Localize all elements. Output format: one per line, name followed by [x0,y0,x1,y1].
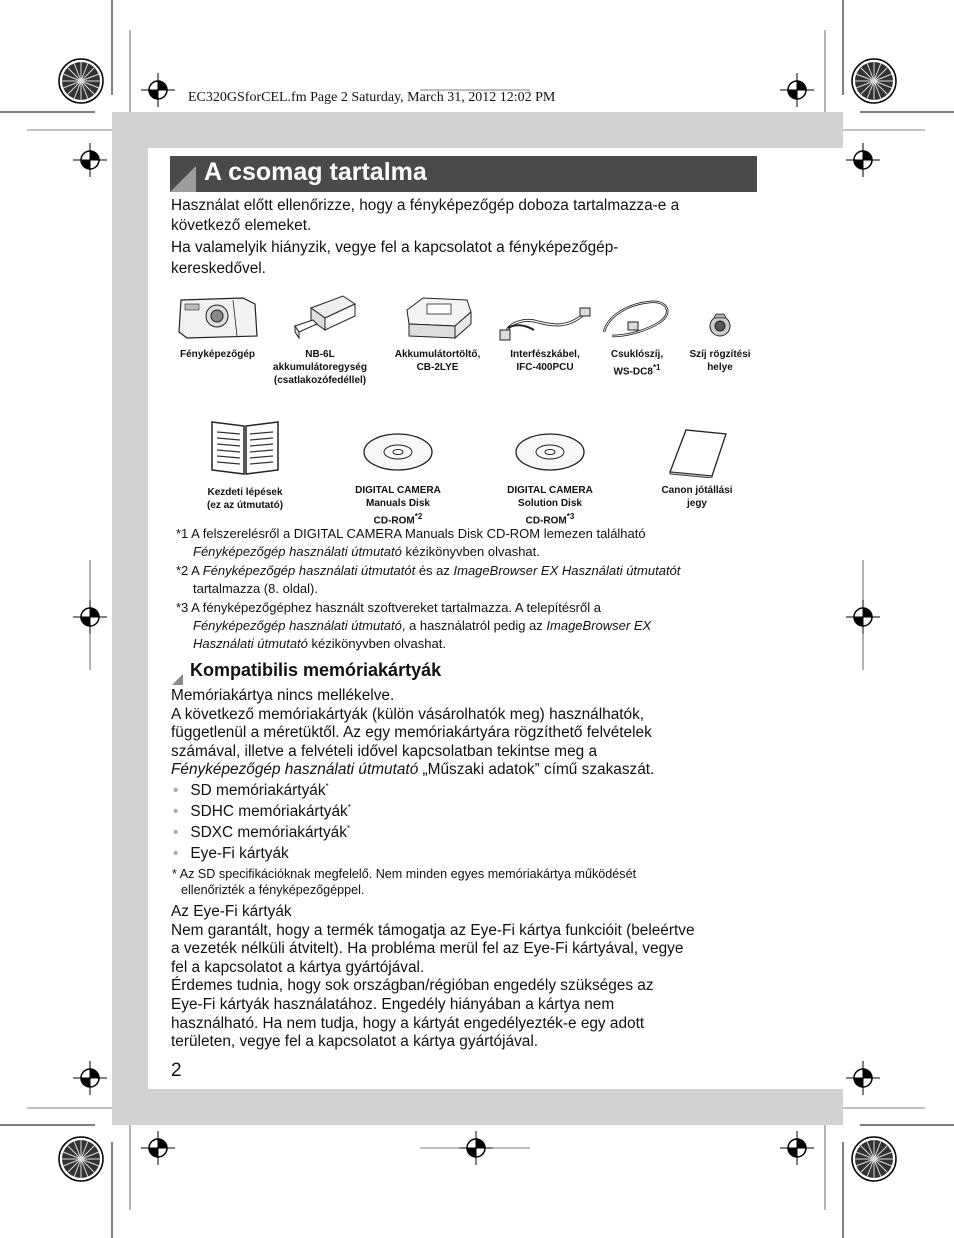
eyefi-line-4: fel a kapcsolatot a kártya gyártójával. [171,958,425,976]
footnote-3-mid: , a használatról pedig az [401,618,547,633]
footnote-2-italic-2: ImageBrowser EX Használati útmutatót [453,563,681,578]
item-getting-started-guide [190,418,300,512]
item-charger-label-2: CB-2LYE [416,362,459,373]
battery-icon [275,292,365,344]
intro-line-2: következő elemeket. [171,217,312,234]
page-number: 2 [171,1060,182,1081]
footnote-star: * [347,803,351,812]
footnote-star: * [325,782,329,791]
item-manuals-disk-label-2: Manuals Disk [366,498,430,509]
footnote-1 [176,525,756,561]
item-warranty-label-1: Canon jótállási [661,485,733,496]
footnote-2-italic-1: Fényképezőgép használati útmutatót [202,563,416,578]
item-guide-label-2: (ez az útmutató) [206,500,284,511]
warranty-booklet-icon [662,428,732,478]
body-line-1: Memóriakártya nincs mellékelve. [171,687,395,704]
list-item-text: SD memóriakártyák [190,782,326,800]
item-manuals-disk-footnote-ref: *2 [414,512,423,521]
cd-rom-icon [510,428,590,478]
eyefi-line-8: területen, vegye fel a kapcsolatot a kártya gyártójával. [171,1033,539,1051]
eyefi-section [171,903,756,1052]
footnote-2 [176,562,756,598]
footnote-3-italic-3: Használati útmutató [193,636,308,651]
item-solution-disk-footnote-ref: *3 [566,512,575,521]
item-charger-label-1: Akkumulátortöltő, [394,349,481,360]
cable-icon [498,292,593,344]
list-item: • SDHC memóriakártyák* [173,803,351,821]
camera-icon [173,292,263,344]
body-line-5-italic: Fényképezőgép használati útmutató [171,761,419,779]
body-line-5: „Műszaki adatok” című szakaszát. [418,761,655,779]
section-body [171,687,756,780]
charger-icon [393,292,483,344]
item-manuals-disk-label-3: CD-ROM [373,515,415,527]
item-solution-disk-label-2: Solution Disk [518,498,582,509]
list-item-text: SDXC memóriakártyák [190,824,347,842]
sd-footnote-line-1: * Az SD specifikációknak megfelelő. Nem minden egyes memóriakártya működését [172,867,637,881]
list-item-text: SDHC memóriakártyák [190,803,348,821]
item-camera [170,292,265,361]
sd-footnote-line-2: ellenőrizték a fényképezőgéppel. [181,883,365,897]
item-solution-disk-label-3: CD-ROM [525,515,567,527]
item-solution-disk-label-1: DIGITAL CAMERA [507,485,593,496]
list-item: • SD memóriakártyák* [173,782,329,800]
item-strap-label-2: WS-DC8 [613,366,653,378]
footnote-2-prefix: *2 A [176,563,203,578]
list-item: • Eye-Fi kártyák [173,845,289,862]
item-warranty-card [645,428,749,510]
eyefi-line-6: Eye-Fi kártyák használatához. Engedély hiányában a kártya nem [171,995,615,1013]
item-camera-label: Fényképezőgép [179,349,256,360]
footnote-star: * [346,824,351,833]
eyefi-line-2: Nem garantált, hogy a termék támogatja az Eye-Fi kártya funkcióit (beleértve [171,921,695,939]
item-strap-footnote-ref: *1 [652,363,661,372]
intro-line-3: Ha valamelyik hiányzik, vegye fel a kapcsolatot a fényképezőgép- [171,239,619,256]
strap-mount-icon [690,292,750,344]
title-triangle-decoration [170,166,196,192]
item-manuals-disk-label-1: DIGITAL CAMERA [355,485,441,496]
item-warranty-label-2: jegy [686,498,707,509]
eyefi-line-3: a vezeték nélküli átvitelt). Ha probléma merül fel az Eye-Fi kártyával, vegye [171,940,684,958]
footnote-3-line-1: *3 A fényképezőgéphez használt szoftvereket tartalmazza. A telepítésről a [176,600,601,615]
body-line-3: függetlenül a méretüktől. Az egy memóriakártyára rögzíthető felvételek [171,724,652,742]
item-battery-label-2: akkumulátoregység [273,362,367,373]
sd-footnote [172,866,752,898]
footnote-3 [176,599,756,653]
footnote-3-line-3: kézikönyvben olvashat. [307,636,446,651]
item-charger [385,292,490,374]
item-battery-label-1: NB-6L [305,349,335,360]
section-heading: Kompatibilis memóriakártyák [190,660,442,680]
eyefi-heading: Az Eye-Fi kártyák [171,903,292,920]
item-strap-label-1: Csuklószíj, [610,349,664,360]
cd-rom-icon [358,428,438,478]
item-mount-label-2: helye [707,362,733,373]
footnote-1-line-2: kézikönyvben olvashat. [401,544,540,559]
item-manuals-disk [338,428,458,527]
intro-line-1: Használat előtt ellenőrizze, hogy a fényképezőgép doboza tartalmazza-e a [171,197,680,214]
item-battery [270,292,370,387]
footnote-3-italic-1: Fényképezőgép használati útmutató [193,618,402,633]
list-item: • SDXC memóriakártyák* [173,824,351,842]
footnote-2-mid: és az [415,563,454,578]
item-strap-mount [680,292,760,374]
eyefi-line-5: Érdemes tudnia, hogy sok országban/régióban engedély szükséges az [171,977,654,995]
item-interface-cable [495,292,595,374]
item-guide-label-1: Kezdeti lépések [207,487,283,498]
intro-line-4: kereskedővel. [171,260,266,277]
footnote-1-line-1: *1 A felszerelésről a DIGITAL CAMERA Manuals Disk CD-ROM lemezen található [176,526,646,541]
page-title: A csomag tartalma [204,158,427,186]
footnote-2-line-2: tartalmazza (8. oldal). [193,581,318,596]
wrist-strap-icon [598,292,676,344]
eyefi-line-7: használható. Ha nem tudja, hogy a kártyát engedélyezték-e egy adott [171,1014,645,1032]
item-wrist-strap [597,292,677,378]
body-line-2: A következő memóriakártyák (külön vásárolhatók meg) használhatók, [171,705,645,723]
footnote-3-italic-2: ImageBrowser EX [546,618,652,633]
subheading-triangle-decoration [172,674,183,685]
title-bar [170,156,757,192]
item-cable-label-2: IFC-400PCU [516,362,574,373]
file-header: EC320GSforCEL.fm Page 2 Saturday, March 31, 2012 12:02 PM [188,90,556,105]
item-solution-disk [490,428,610,527]
item-battery-label-3: (csatlakozófedéllel) [273,375,367,386]
open-book-icon [208,418,282,478]
list-item-text: Eye-Fi kártyák [190,845,289,862]
item-mount-label-1: Szíj rögzítési [689,349,751,360]
footnote-1-italic: Fényképezőgép használati útmutató [193,544,402,559]
body-line-4: számával, illetve a felvételi idővel kapcsolatban tekintse meg a [171,742,598,760]
item-cable-label-1: Interfészkábel, [510,349,580,360]
